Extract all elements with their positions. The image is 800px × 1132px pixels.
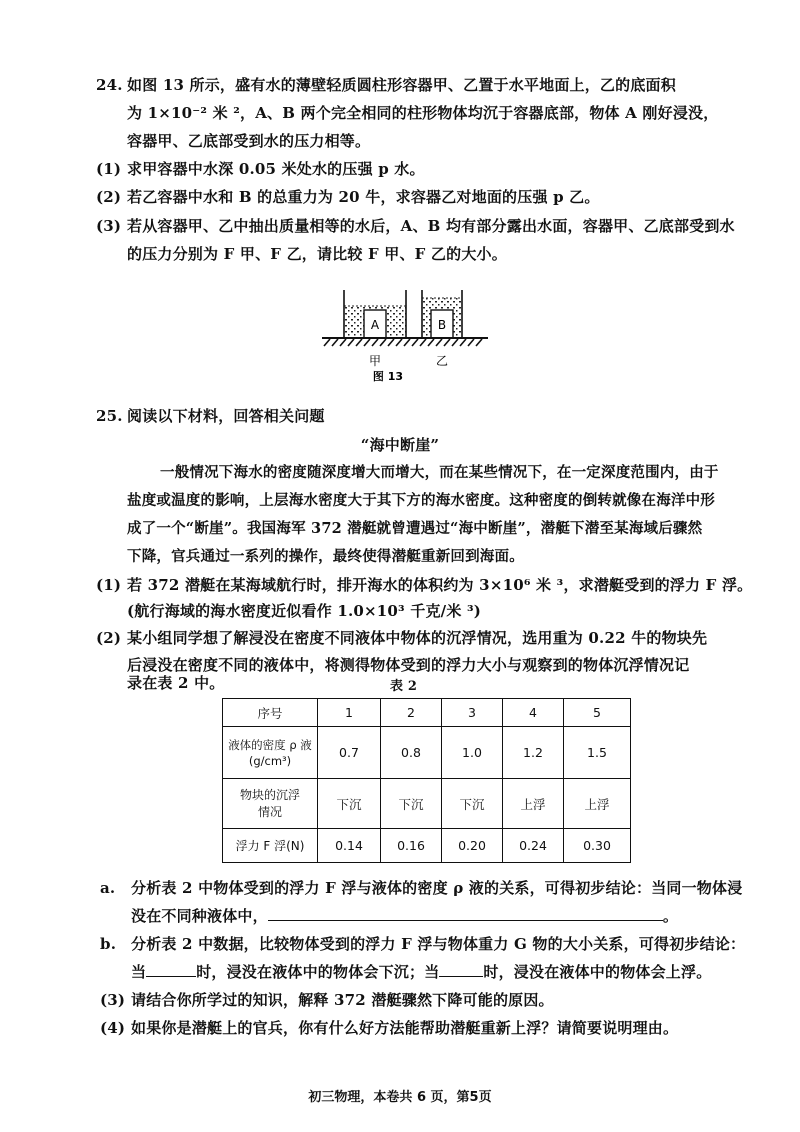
table-row-density (223, 727, 631, 779)
table-row-state (223, 779, 631, 829)
table-row-buoyancy (223, 829, 631, 863)
table-col-5: 5 (564, 699, 631, 727)
density-1: 0.7 (318, 727, 381, 779)
table-2 (222, 698, 631, 863)
answer-blank-a[interactable] (268, 920, 663, 921)
passage-line3: 成了一个“断崖”。我国海军 372 潜艇就曾遭遇过“海中断崖”，潜艇下潜至某海域后骤然 (127, 520, 703, 537)
figure-13-caption: 图 13 (372, 370, 404, 383)
q25-a-line2-wrap (131, 905, 678, 927)
table-col-4: 4 (503, 699, 564, 727)
table-caption: 表 2 (390, 679, 418, 694)
table-col-2: 2 (381, 699, 442, 727)
table-header-density: 液体的密度 ρ 液(g/cm³) (223, 727, 318, 779)
page-footer: 初三物理，本卷共 6 页，第5页 (308, 1090, 492, 1105)
figure-13-containers (320, 288, 490, 384)
q25-stem: 阅读以下材料，回答相关问题 (127, 407, 325, 425)
q24-stem-line2: 为 1×10⁻² 米 ²，A、B 两个完全相同的柱形物体均沉于容器底部，物体 A 刚好浸没， (127, 104, 719, 122)
q25-number: 25. (96, 407, 123, 425)
state-4: 上浮 (503, 779, 564, 829)
q24-stem-line1: 如图 13 所示，盛有水的薄壁轻质圆柱形容器甲、乙置于水平地面上，乙的底面积 (127, 76, 676, 94)
q25-part1-line2: (航行海域的海水密度近似看作 1.0×10³ 千克/米 ³) (127, 602, 482, 620)
q25-part1-number: (1) (96, 576, 122, 594)
q25-part2-line1: 某小组同学想了解浸没在密度不同液体中物体的沉浮情况，选用重为 0.22 牛的物块先 (127, 629, 708, 647)
buoyancy-3: 0.20 (442, 829, 503, 863)
label-yi: 乙 (435, 354, 449, 368)
q25-a-line1: 分析表 2 中物体受到的浮力 F 浮与液体的密度 ρ 液的关系，可得初步结论：当同一物体浸 (131, 879, 743, 897)
q24-part2-text: 若乙容器中水和 B 的总重力为 20 牛，求容器乙对地面的压强 p 乙。 (127, 188, 600, 206)
table-col-3: 3 (442, 699, 503, 727)
q25-b-end: 时，浸没在液体中的物体会上浮。 (483, 963, 712, 981)
q25-part4-text: 如果你是潜艇上的官兵，你有什么好方法能帮助潜艇重新上浮？请简要说明理由。 (131, 1019, 679, 1037)
block-b-label: B (437, 318, 447, 332)
table-header-buoyancy: 浮力 F 浮(N) (223, 829, 318, 863)
state-3: 下沉 (442, 779, 503, 829)
passage-title: “海中断崖” (360, 436, 440, 454)
passage-line1: 一般情况下海水的密度随深度增大而增大，而在某些情况下，在一定深度范围内，由于 (160, 464, 719, 481)
q25-a-line2: 没在不同种液体中， (131, 907, 268, 925)
answer-blank-b1[interactable] (146, 976, 196, 977)
q25-part2-number: (2) (96, 629, 122, 647)
q25-part2-line3: 录在表 2 中。 (127, 674, 225, 692)
q25-part3-number: (3) (100, 991, 126, 1009)
density-5: 1.5 (564, 727, 631, 779)
q24-stem-line3: 容器甲、乙底部受到水的压力相等。 (127, 132, 371, 150)
q25-b-line2-wrap (131, 961, 711, 983)
q25-part1-line1: 若 372 潜艇在某海域航行时，排开海水的体积约为 3×10⁶ 米 ³，求潜艇受到的浮力 F 浮。 (127, 576, 753, 594)
table-row-header (223, 699, 631, 727)
q24-part2-number: (2) (96, 188, 122, 206)
buoyancy-1: 0.14 (318, 829, 381, 863)
q25-part2-line2: 后浸没在密度不同的液体中，将测得物体受到的浮力大小与观察到的物体沉浮情况记 (127, 656, 690, 674)
state-5: 上浮 (564, 779, 631, 829)
q24-part1-number: (1) (96, 160, 122, 178)
q25-b-number: b. (100, 935, 117, 953)
state-2: 下沉 (381, 779, 442, 829)
density-4: 1.2 (503, 727, 564, 779)
q25-part4-number: (4) (100, 1019, 126, 1037)
table-header-no: 序号 (223, 699, 318, 727)
q25-a-end: 。 (662, 907, 679, 925)
q24-part3-line1: 若从容器甲、乙中抽出质量相等的水后，A、B 均有部分露出水面，容器甲、乙底部受到水 (127, 217, 735, 235)
q24-part3-number: (3) (96, 217, 122, 235)
q25-b-when1: 当 (131, 963, 147, 981)
passage-line2: 盐度或温度的影响，上层海水密度大于其下方的海水密度。这种密度的倒转就像在海洋中形 (127, 492, 715, 509)
q24-part3-line2: 的压力分别为 F 甲、F 乙，请比较 F 甲、F 乙的大小。 (127, 245, 507, 263)
label-jia: 甲 (368, 354, 382, 368)
answer-blank-b2[interactable] (439, 976, 483, 977)
passage-line4: 下降，官兵通过一系列的操作，最终使得潜艇重新回到海面。 (127, 548, 524, 565)
buoyancy-5: 0.30 (564, 829, 631, 863)
buoyancy-2: 0.16 (381, 829, 442, 863)
table-col-1: 1 (318, 699, 381, 727)
q25-b-mid: 时，浸没在液体中的物体会下沉；当 (196, 963, 440, 981)
q25-b-line1: 分析表 2 中数据，比较物体受到的浮力 F 浮与物体重力 G 物的大小关系，可得初步结论： (131, 935, 746, 953)
state-1: 下沉 (318, 779, 381, 829)
density-3: 1.0 (442, 727, 503, 779)
ground-hatch (324, 339, 482, 346)
q25-a-number: a. (100, 879, 116, 897)
block-a-label: A (370, 318, 380, 332)
buoyancy-4: 0.24 (503, 829, 564, 863)
table-header-state: 物块的沉浮情况 (223, 779, 318, 829)
q24-number: 24. (96, 76, 123, 94)
q24-part1-text: 求甲容器中水深 0.05 米处水的压强 p 水。 (127, 160, 425, 178)
q25-part3-text: 请结合你所学过的知识，解释 372 潜艇骤然下降可能的原因。 (131, 991, 554, 1009)
density-2: 0.8 (381, 727, 442, 779)
